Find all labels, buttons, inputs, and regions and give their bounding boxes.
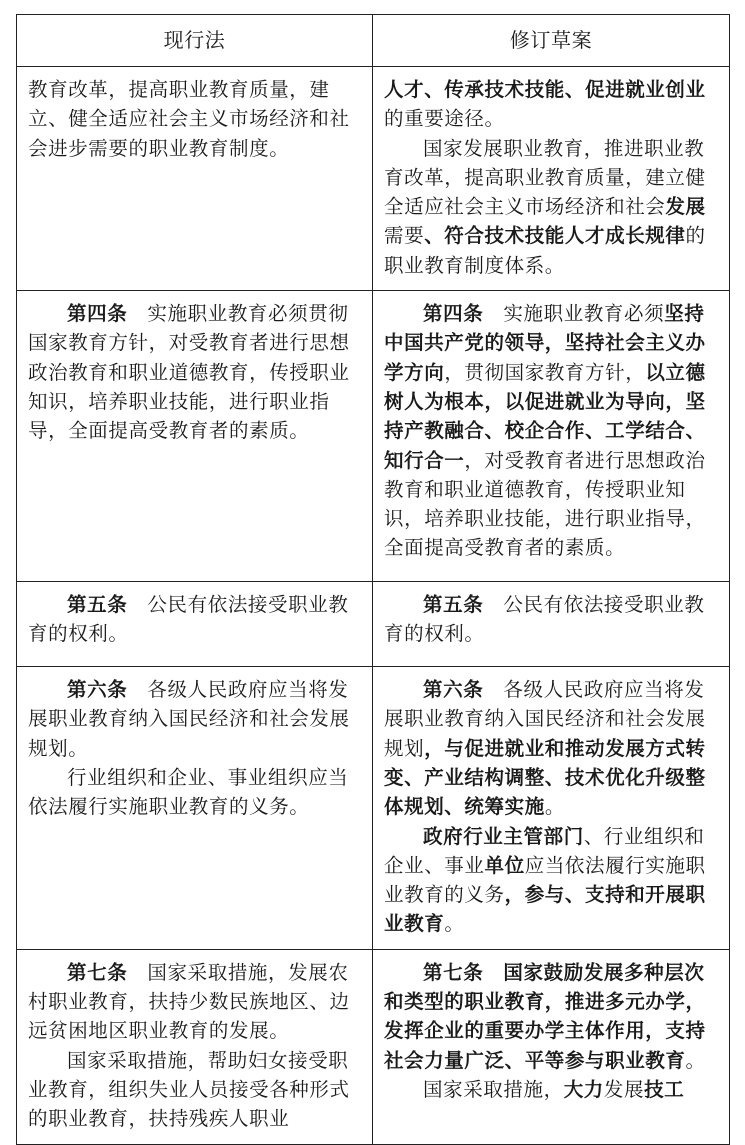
bold-text-run: ，与促进就业和推动发展方式转变、产业结构调整、技术优化升级整体规划、统筹实施 [384, 736, 706, 819]
bold-text-run: ，参与、支持和开展职业教育 [384, 883, 706, 936]
text-run: 公民有依法接受职业教育的权利。 [28, 593, 349, 646]
text-run: 。 [544, 795, 565, 819]
bold-text-run: 国家鼓励发展多种层次和类型的职业教育，推进多元办学，发挥企业的重要办学主体作用，支持社会力量广泛、平等参与职业教育 [384, 960, 706, 1072]
bold-text-run: 第五条 [423, 593, 484, 617]
cell-paragraph [384, 822, 719, 939]
header-current-law: 现行法 [17, 15, 373, 67]
bold-text-run: 、符合技术技能人才成长规律 [424, 224, 686, 248]
table-row [17, 582, 730, 667]
bold-text-run: 第四条 [67, 302, 128, 326]
text-run: 国家发展职业教育，推进职业教育改革，提高职业教育质量，建立健全适应社会主义市场经济和社会 [384, 136, 706, 219]
text-run: ，对受教育者进行思想政治教育和职业道德教育，传授职业知识，培养职业技能，进行职业指导，全面提高受教育者的素质。 [384, 448, 706, 560]
table-row [17, 67, 730, 291]
bold-text-run: 第七条 [67, 960, 128, 984]
cell-paragraph [384, 958, 719, 1075]
text-run: 公民有依法接受职业教育的权利。 [384, 593, 705, 646]
bold-text-run: 单位 [484, 853, 525, 877]
cell-paragraph [384, 75, 719, 134]
cell-revised-draft [373, 949, 730, 1144]
cell-paragraph [28, 763, 362, 822]
text-run: ，贯彻国家教育方针， [444, 360, 646, 384]
table-header-row [17, 15, 730, 67]
cell-revised-draft [373, 291, 730, 582]
cell-current-law [17, 582, 373, 667]
cell-current-law [17, 291, 373, 582]
text-run: 行业组织和企业、事业组织应当依法履行实施职业教育的义务。 [28, 765, 349, 819]
text-run: 的职业教育制度体系。 [384, 224, 706, 277]
text-run: 需要 [384, 224, 425, 248]
cell-paragraph [384, 675, 719, 821]
comparison-table [16, 14, 730, 1145]
cell-current-law [17, 667, 373, 950]
bold-text-run: 第五条 [67, 593, 128, 617]
text-run: 各级人民政府应当将发展职业教育纳入国民经济和社会发展规划。 [28, 678, 350, 760]
cell-current-law [17, 67, 373, 291]
bold-text-run: 第四条 [423, 302, 484, 326]
text-run: 、行业组织和企业、事业 [384, 824, 705, 877]
cell-paragraph [28, 675, 362, 763]
text-run: 发展 [603, 1077, 645, 1101]
text-run: 。 [685, 1048, 706, 1072]
table-row [17, 949, 730, 1144]
header-revised-draft: 修订草案 [373, 15, 730, 67]
cell-revised-draft [373, 67, 730, 291]
bold-text-run: 第七条 [423, 960, 484, 984]
bold-text-run: 以立德树人为根本，以促进就业为导向，坚持产教融合、校企合作、工学结合、知行合一 [384, 360, 706, 472]
cell-revised-draft [373, 667, 730, 950]
cell-paragraph [384, 590, 719, 649]
cell-paragraph [28, 1046, 362, 1134]
text-run: 。 [444, 912, 465, 936]
bold-text-run: 坚持中国共产党的领导，坚持社会主义办学方向 [384, 302, 706, 384]
text-run: 实施职业教育必须 [483, 302, 665, 326]
text-run: 教育改革，提高职业教育质量，建立、健全适应社会主义市场经济和社会进步需要的职业教育制度。 [28, 78, 350, 160]
text-run [483, 961, 503, 984]
cell-paragraph [28, 590, 362, 649]
bold-text-run: 政府行业主管部门 [423, 824, 584, 848]
bold-text-run: 大力 [563, 1077, 604, 1101]
text-run: 应当依法履行实施职业教育的义务 [384, 853, 706, 907]
bold-text-run: 发展 [665, 195, 706, 219]
text-run: 各级人民政府应当将发展职业教育纳入国民经济和社会发展规划 [384, 678, 706, 760]
bold-text-run: 第六条 [423, 678, 484, 702]
bold-text-run: 技工 [644, 1077, 685, 1101]
text-run: 实施职业教育必须贯彻国家教育方针，对受教育者进行思想政治教育和职业道德教育，传授职业知识，培养职业技能，进行职业指导，全面提高受教育者的素质。 [28, 302, 350, 443]
cell-paragraph [384, 1075, 719, 1104]
cell-paragraph [28, 299, 362, 445]
cell-paragraph [28, 958, 362, 1046]
bold-text-run: 第六条 [67, 678, 128, 702]
text-run: 国家采取措施，发展农村职业教育，扶持少数民族地区、边远贫困地区职业教育的发展。 [28, 960, 350, 1043]
text-run: 国家采取措施，帮助妇女接受职业教育，组织失业人员接受各种形式的职业教育，扶持残疾人职业 [28, 1048, 350, 1131]
cell-paragraph [384, 134, 719, 280]
cell-revised-draft [373, 582, 730, 667]
text-run: 国家采取措施， [423, 1077, 564, 1101]
cell-paragraph [384, 299, 719, 563]
cell-current-law [17, 949, 373, 1144]
bold-text-run: 人才、传承技术技能、促进就业创业 [384, 78, 706, 101]
table-row [17, 667, 730, 950]
cell-paragraph [28, 75, 362, 163]
text-run: 的重要途径。 [384, 107, 505, 131]
table-row [17, 291, 730, 582]
